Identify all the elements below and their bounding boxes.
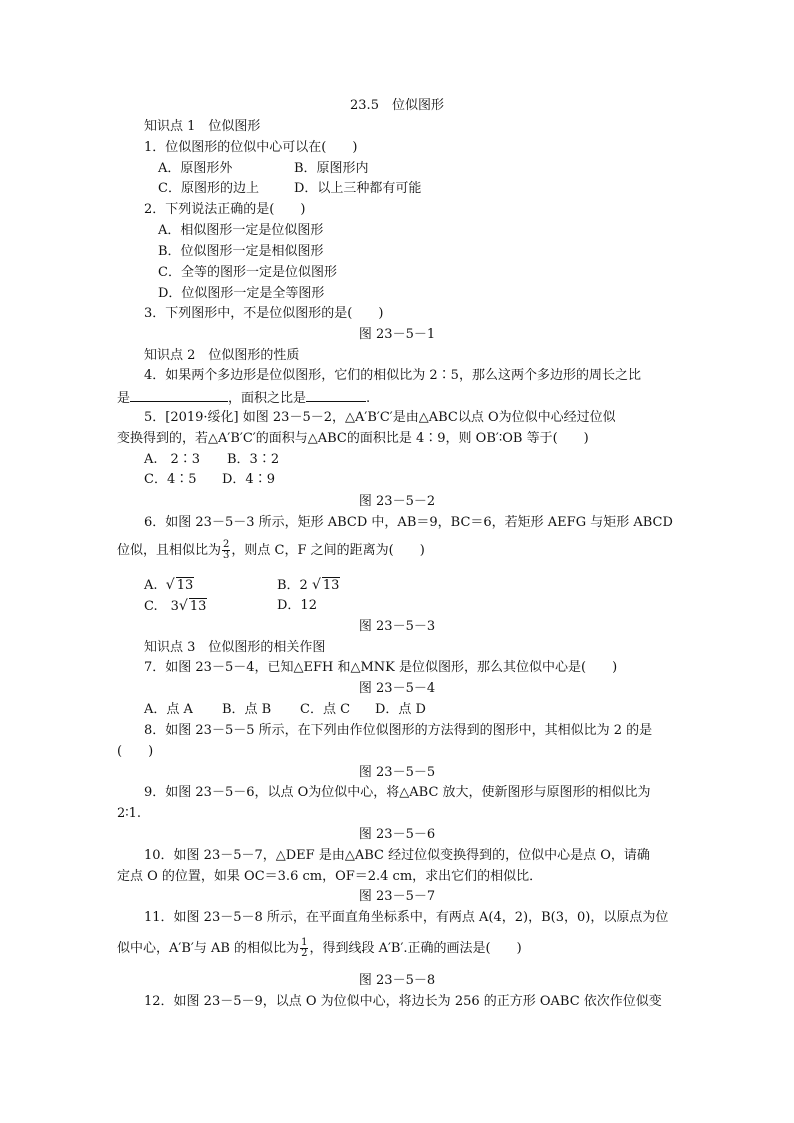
radical-sign: √ bbox=[165, 577, 175, 593]
question-1-option-b: B．原图形内 bbox=[294, 161, 369, 176]
question-1: 1．位似图形的位似中心可以在( ) bbox=[144, 140, 358, 155]
question-4-line-1: 4．如果两个多边形是位似图形，它们的相似比为 2∶5，那么这两个多边形的周长之比 bbox=[144, 368, 641, 383]
question-7-option-b: B．点 B bbox=[222, 702, 272, 717]
question-6-text-a: 位似，且相似比为 bbox=[117, 543, 222, 558]
question-5-option-d: D．4∶9 bbox=[222, 472, 275, 487]
question-3: 3．下列图形中，不是位似图形的是( ) bbox=[144, 306, 384, 321]
question-2-option-d: D．位似图形一定是全等图形 bbox=[158, 286, 325, 301]
radical-sign: √ bbox=[178, 598, 188, 614]
radical-sign: √ bbox=[311, 577, 321, 593]
question-7: 7．如图 23－5－4，已知△EFH 和△MNK 是位似图形，那么其位似中心是( ) bbox=[144, 660, 618, 675]
knowledge-point-2-heading: 知识点 2 位似图形的性质 bbox=[144, 348, 300, 363]
radicand: 13 bbox=[189, 599, 207, 614]
question-2: 2．下列说法正确的是( ) bbox=[144, 202, 306, 217]
question-1-option-a: A．原图形外 bbox=[158, 161, 233, 176]
knowledge-point-3-heading: 知识点 3 位似图形的相关作图 bbox=[144, 640, 326, 655]
figure-caption-1: 图 23－5－1 bbox=[358, 327, 436, 342]
figure-caption-2: 图 23－5－2 bbox=[358, 494, 436, 509]
question-8-line-1: 8．如图 23－5－5 所示，在下列由作位似图形的方法得到的图形中，其相似比为 2 的是 bbox=[144, 723, 653, 738]
fraction-denominator: 3 bbox=[223, 550, 230, 561]
answer-blank-perimeter bbox=[130, 389, 228, 402]
fraction-numerator: 1 bbox=[301, 937, 308, 948]
question-4-text-a: 是 bbox=[117, 391, 131, 406]
fraction-numerator: 2 bbox=[223, 539, 230, 550]
figure-caption-8: 图 23－5－8 bbox=[358, 973, 436, 988]
question-5-line-2: 变换得到的，若△A′B′C′的面积与△ABC的面积比是 4∶9，则 OB′∶OB 等于( ) bbox=[117, 431, 589, 446]
question-6-line-1: 6．如图 23－5－3 所示，矩形 ABCD 中，AB＝9，BC＝6，若矩形 AEFG 与矩形 ABCD bbox=[144, 515, 673, 530]
question-6-text-b: ，则点 C，F 之间的距离为( ) bbox=[231, 543, 425, 558]
knowledge-point-1-heading: 知识点 1 位似图形 bbox=[144, 119, 261, 134]
question-1-option-d: D．以上三种都有可能 bbox=[294, 181, 422, 196]
question-5-option-c: C．4∶5 bbox=[144, 472, 197, 487]
question-9-line-2: 2∶1. bbox=[117, 806, 142, 821]
question-6-option-a bbox=[144, 577, 194, 594]
radicand: 13 bbox=[176, 578, 194, 593]
ratio-fraction bbox=[300, 938, 308, 959]
question-7-option-d: D．点 D bbox=[375, 702, 426, 717]
figure-caption-4: 图 23－5－4 bbox=[358, 681, 436, 696]
page-title: 23.5 位似图形 bbox=[350, 98, 444, 113]
question-6-line-2 bbox=[117, 540, 425, 561]
question-4-text-c: . bbox=[366, 391, 371, 406]
question-6-option-d: D．12 bbox=[277, 598, 317, 613]
question-11-line-2 bbox=[117, 938, 522, 959]
ratio-fraction bbox=[222, 540, 230, 561]
question-6-option-c bbox=[144, 598, 207, 615]
question-10-line-1: 10．如图 23－5－7，△DEF 是由△ABC 经过位似变换得到的，位似中心是点 O，请确 bbox=[144, 848, 650, 863]
figure-caption-7: 图 23－5－7 bbox=[358, 889, 436, 904]
question-11-text-a: 似中心，A′B′与 AB 的相似比为 bbox=[117, 941, 300, 956]
question-12-line-1: 12．如图 23－5－9，以点 O 为位似中心，将边长为 256 的正方形 OABC 依次作位似变 bbox=[144, 994, 662, 1009]
question-7-option-a: A．点 A bbox=[144, 702, 193, 717]
question-1-option-c: C．原图形的边上 bbox=[158, 181, 259, 196]
figure-caption-5: 图 23－5－5 bbox=[358, 765, 436, 780]
question-11-text-b: ，得到线段 A′B′.正确的画法是( ) bbox=[309, 941, 522, 956]
option-label: B．2 bbox=[277, 578, 308, 593]
question-4-text-b: ，面积之比是 bbox=[228, 391, 307, 406]
question-2-option-a: A．相似图形一定是位似图形 bbox=[158, 223, 324, 238]
question-9-line-1: 9．如图 23－5－6，以点 O为位似中心，将△ABC 放大，使新图形与原图形的相似比为 bbox=[144, 785, 651, 800]
question-6-option-b bbox=[277, 577, 340, 594]
question-7-option-c: C．点 C bbox=[300, 702, 351, 717]
radicand: 13 bbox=[322, 578, 340, 593]
answer-blank-area bbox=[306, 389, 366, 402]
question-5-option-a: A. 2∶3 bbox=[144, 452, 201, 467]
figure-caption-3: 图 23－5－3 bbox=[358, 619, 436, 634]
figure-caption-6: 图 23－5－6 bbox=[358, 827, 436, 842]
question-10-line-2: 定点 O 的位置，如果 OC＝3.6 cm，OF＝2.4 cm，求出它们的相似比． bbox=[117, 869, 543, 884]
question-2-option-c: C．全等的图形一定是位似图形 bbox=[158, 265, 337, 280]
question-8-line-2: ( ) bbox=[117, 744, 154, 759]
question-4-line-2 bbox=[117, 389, 370, 407]
question-11-line-1: 11．如图 23－5－8 所示，在平面直角坐标系中，有两点 A(4，2)，B(3，0)，以原点为位 bbox=[144, 910, 669, 925]
question-5-line-1: 5．[2019·绥化] 如图 23－5－2，△A′B′C′是由△ABC以点 O为位似中心经过位似 bbox=[144, 410, 616, 425]
option-label: A. bbox=[144, 578, 158, 593]
option-label: C. 3 bbox=[144, 599, 179, 614]
question-5-option-b: B．3∶2 bbox=[227, 452, 280, 467]
question-2-option-b: B．位似图形一定是相似图形 bbox=[158, 244, 324, 259]
fraction-denominator: 2 bbox=[301, 948, 308, 959]
